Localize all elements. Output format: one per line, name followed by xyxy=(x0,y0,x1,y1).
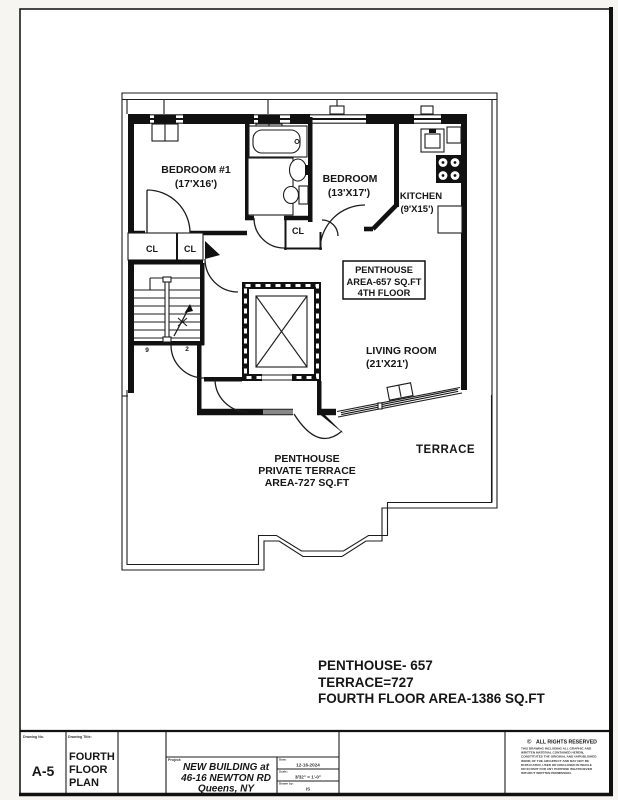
private-terrace-line1: PENTHOUSE xyxy=(274,453,340,465)
copyright-symbol: © xyxy=(527,739,532,746)
drawing-no: A-5 xyxy=(31,763,55,779)
penthouse-box-line3: 4TH FLOOR xyxy=(357,288,411,298)
scale-label: Scale: xyxy=(279,769,288,774)
drawing-title-line1: FOURTH xyxy=(69,751,115,763)
kitchen-size: (9'X15') xyxy=(400,204,434,215)
sheet-border xyxy=(19,7,613,796)
copyright-heading: ALL RIGHTS RESERVED xyxy=(536,739,597,746)
bedroom1-size: (17'X16') xyxy=(174,178,218,190)
copyright-line-6: OR IN PART FOR ANY PURPOSE WHATSOEVER xyxy=(521,767,593,771)
penthouse-area-box xyxy=(343,261,425,299)
copyright-line-3: CONSTITUTES THE ORIGINAL AND UNPUBLISHED xyxy=(521,754,597,759)
stair-mark-9: 9 xyxy=(145,347,149,354)
living-room-label: LIVING ROOM xyxy=(366,345,437,357)
copyright-line-5: DUPLICATED, USED OR DISCLOSED IN WHOLE xyxy=(521,762,592,767)
elevator xyxy=(246,286,318,382)
drawing-title-label: Drawing Title: xyxy=(68,735,92,739)
private-terrace-line2: PRIVATE TERRACE xyxy=(258,465,356,477)
stair-mark-2: 2 xyxy=(185,346,189,353)
drawing-no-label: Drawing No. xyxy=(23,735,44,739)
project-line1: NEW BUILDING at xyxy=(182,762,270,773)
private-terrace-line3: AREA-727 SQ.FT xyxy=(264,477,350,489)
bedroom2-label: BEDROOM xyxy=(322,173,378,185)
project-line3: Queens, NY xyxy=(197,783,255,795)
date-label: Date: xyxy=(279,757,287,762)
copyright-line-1: THIS DRAWING INCLUDING ALL GRAPHIC AND xyxy=(521,746,592,751)
summary-line-2: TERRACE=727 xyxy=(318,675,414,690)
bedroom1-label: BEDROOM #1 xyxy=(161,164,231,176)
closet-label-1: CL xyxy=(146,244,158,254)
copyright-line-4: WORK OF THE ARCHITECT AND MAY NOT BE xyxy=(521,758,590,763)
drawn-by-value: IS xyxy=(305,786,311,792)
living-room-size: (21'X21') xyxy=(366,358,409,370)
terrace-label: TERRACE xyxy=(416,444,476,456)
drawing-title-line3: PLAN xyxy=(69,777,99,789)
scale-value: 3/32" = 1'-0" xyxy=(294,774,322,780)
bedroom2-size: (13'X17') xyxy=(327,187,371,199)
penthouse-box-line1: PENTHOUSE xyxy=(355,265,413,275)
drawing-title-line2: FLOOR xyxy=(69,764,108,776)
copyright-line-7: WITHOUT WRITTEN PERMISSION. xyxy=(521,771,572,776)
date-value: 12-16-2024 xyxy=(296,762,320,768)
stove xyxy=(436,155,461,183)
closet-label-3: CL xyxy=(292,226,304,236)
summary-line-3: FOURTH FLOOR AREA-1386 SQ.FT xyxy=(318,691,545,706)
summary-line-1: PENTHOUSE- 657 xyxy=(318,658,433,673)
closet-label-2: CL xyxy=(184,244,196,254)
kitchen-label: KITCHEN xyxy=(399,191,443,202)
penthouse-box-line2: AREA-657 SQ.FT xyxy=(346,277,422,287)
kitchen-sink xyxy=(421,129,444,152)
project-line2: 46-16 NEWTON RD xyxy=(181,773,271,784)
copyright-line-2: WRITTEN MATERIAL CONTAINED HEREIN, xyxy=(521,750,585,755)
drawn-by-label: Drawn by: xyxy=(279,781,294,786)
project-label: Project: xyxy=(168,758,182,762)
bathroom-fixtures xyxy=(248,126,309,215)
